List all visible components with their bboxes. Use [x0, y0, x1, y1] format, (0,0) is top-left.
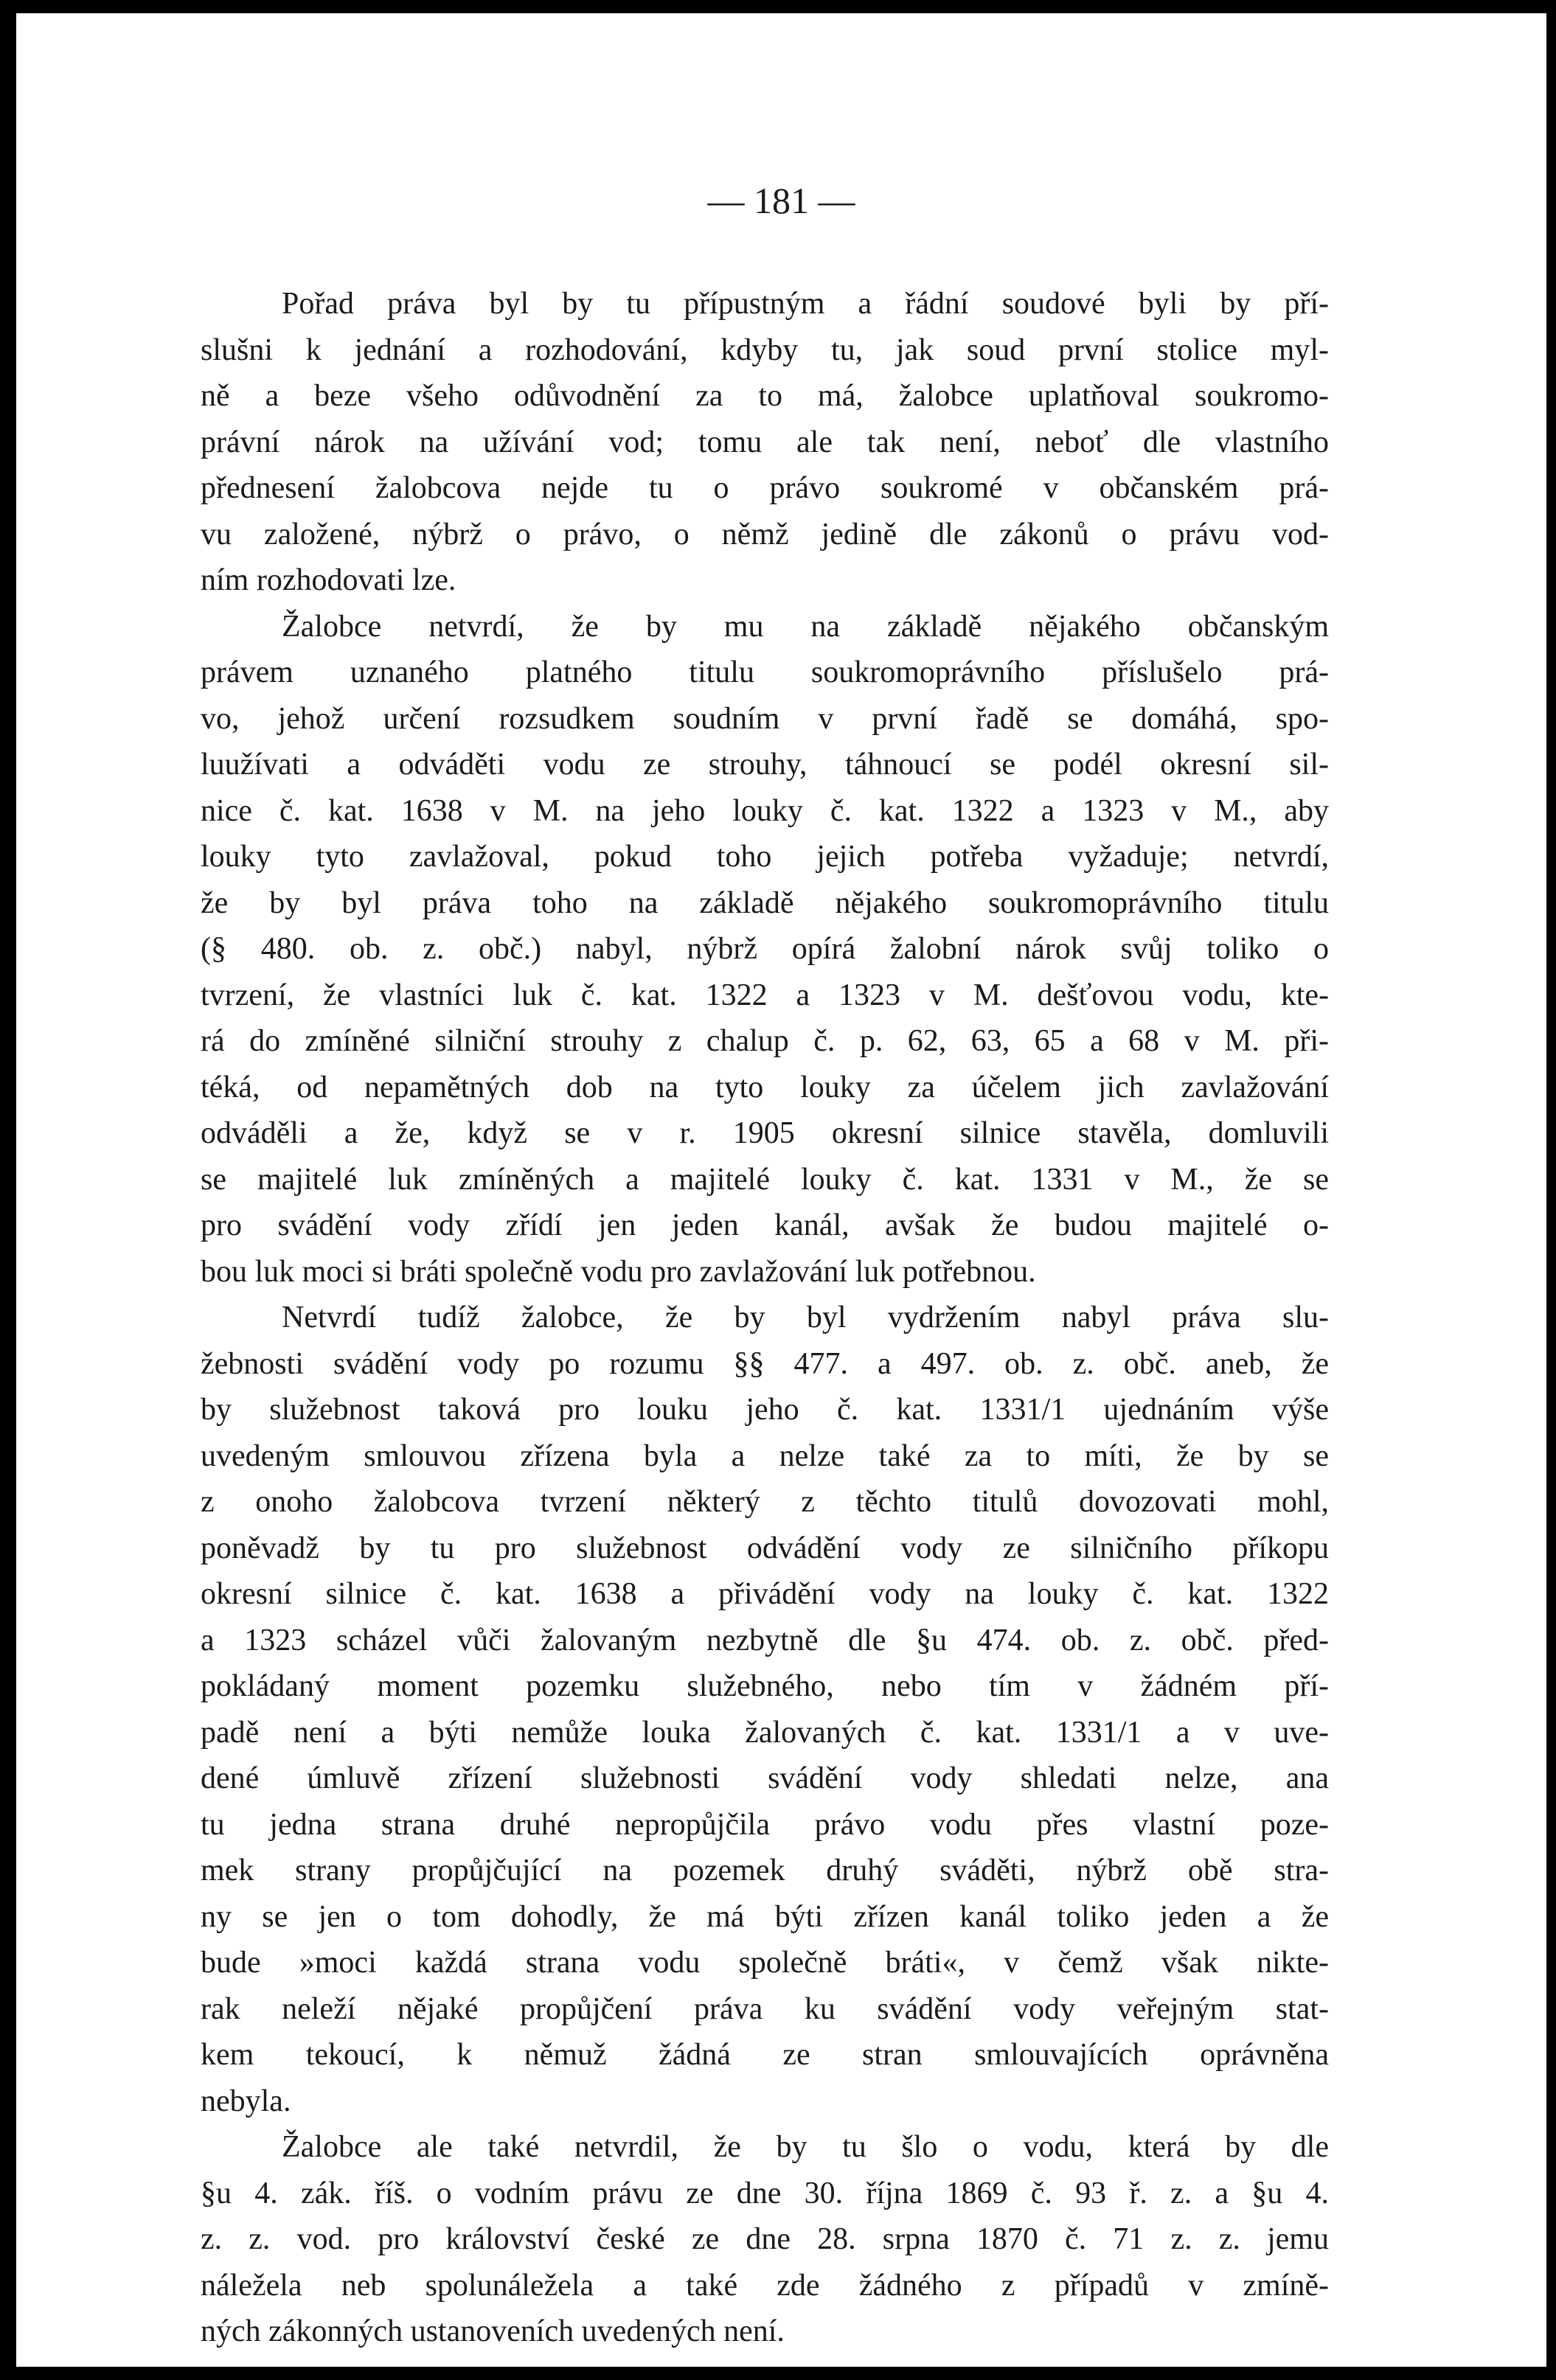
text-line: pokládaný moment pozemku služebného, nebo tím v žádném pří-: [201, 1669, 1329, 1703]
text-line: vo, jehož určení rozsudkem soudním v první řadě se domáhá, spo-: [201, 701, 1329, 736]
text-line: nice č. kat. 1638 v M. na jeho louky č. kat. 1322 a 1323 v M., aby: [201, 793, 1329, 828]
text-line: rak neleží nějaké propůjčení práva ku svádění vody veřejným stat-: [201, 1991, 1329, 2026]
text-line: kem tekoucí, k němuž žádná ze stran smlouvajících oprávněna: [201, 2038, 1329, 2072]
text-line: Žalobce ale také netvrdil, že by tu šlo o vodu, která by dle: [282, 2130, 1329, 2164]
text-line: uvedeným smlouvou zřízena byla a nelze také za to míti, že by se: [201, 1438, 1329, 1473]
text-line: Žalobce netvrdí, že by mu na základě nějakého občanským: [282, 609, 1329, 644]
text-line: ných zákonných ustanoveních uvedených není.: [201, 2314, 785, 2348]
text-line: z onoho žalobcova tvrzení některý z těchto titulů dovozovati mohl,: [201, 1485, 1329, 1519]
paragraph: [201, 2124, 1329, 2355]
text-line: vu založené, nýbrž o právo, o němž jedině dle zákonů o právu vod-: [201, 517, 1329, 551]
text-line: odváděli a že, když se v r. 1905 okresní silnice stavěla, domluvili: [201, 1116, 1329, 1150]
text-line: nebyla.: [201, 2084, 291, 2118]
text-line: poněvadž by tu pro služebnost odvádění vody ze silničního příkopu: [201, 1531, 1329, 1565]
page-number: — 181 —: [707, 180, 855, 221]
text-line: pro svádění vody zřídí jen jeden kanál, avšak že budou majitelé o-: [201, 1208, 1329, 1242]
text-line: bou luk moci si bráti společně vodu pro zavlažování luk potřebnou.: [201, 1254, 1036, 1289]
text-line: se majitelé luk zmíněných a majitelé louky č. kat. 1331 v M., že se: [201, 1162, 1329, 1197]
text-line: rá do zmíněné silniční strouhy z chalup č. p. 62, 63, 65 a 68 v M. při-: [201, 1024, 1329, 1058]
paragraph: [201, 604, 1329, 1295]
text-line: téká, od nepamětných dob na tyto louky za účelem jich zavlažování: [201, 1070, 1329, 1104]
text-line: bude »moci každá strana vodu společně bráti«, v čemž však nikte-: [201, 1946, 1329, 1980]
text-line: přednesení žalobcova nejde tu o právo soukromé v občanském prá-: [201, 471, 1329, 505]
text-line: (§ 480. ob. z. obč.) nabyl, nýbrž opírá žalobní nárok svůj toliko o: [201, 932, 1329, 966]
text-line: ny se jen o tom dohodly, že má býti zřízen kanál toliko jeden a že: [201, 1899, 1329, 1934]
text-line: ním rozhodovati lze.: [201, 563, 456, 597]
text-line: žebnosti svádění vody po rozumu §§ 477. a 497. ob. z. obč. aneb, že: [201, 1346, 1329, 1381]
text-line: padě není a býti nemůže louka žalovaných č. kat. 1331/1 a v uve-: [201, 1715, 1329, 1750]
text-line: slušni k jednání a rozhodování, kdyby tu, jak soud první stolice myl-: [201, 333, 1329, 367]
text-line: §u 4. zák. říš. o vodním právu ze dne 30. října 1869 č. 93 ř. z. a §u 4.: [201, 2176, 1329, 2210]
text-line: tu jedna strana druhé nepropůjčila právo vodu přes vlastní poze-: [201, 1807, 1329, 1842]
text-line: louky tyto zavlažoval, pokud toho jejich potřeba vyžaduje; netvrdí,: [201, 840, 1329, 874]
text-line: Netvrdí tudíž žalobce, že by byl vydržením nabyl práva slu-: [282, 1301, 1329, 1335]
text-line: ně a beze všeho odůvodnění za to má, žalobce uplatňoval soukromo-: [201, 379, 1329, 413]
text-line: okresní silnice č. kat. 1638 a přivádění vody na louky č. kat. 1322: [201, 1577, 1329, 1611]
text-line: že by byl práva toho na základě nějakého soukromoprávního titulu: [201, 885, 1329, 920]
text-line: by služebnost taková pro louku jeho č. kat. 1331/1 ujednáním výše: [201, 1393, 1329, 1427]
text-line: právem uznaného platného titulu soukromoprávního příslušelo prá-: [201, 655, 1329, 689]
text-line: náležela neb spolunáležela a také zde žádného z případů v zmíně-: [201, 2268, 1329, 2303]
text-line: Pořad práva byl by tu přípustným a řádní soudové byli by pří-: [282, 287, 1329, 321]
text-line: a 1323 scházel vůči žalovaným nezbytně dle §u 474. ob. z. obč. před-: [201, 1623, 1329, 1657]
text-line: dené úmluvě zřízení služebnosti svádění vody shledati nelze, ana: [201, 1761, 1329, 1795]
paragraph: [201, 281, 1329, 604]
text-line: tvrzení, že vlastníci luk č. kat. 1322 a 1323 v M. dešťovou vodu, kte-: [201, 978, 1329, 1012]
book-page: [16, 13, 1546, 2367]
text-line: mek strany propůjčující na pozemek druhý sváděti, nýbrž obě stra-: [201, 1854, 1329, 1887]
paragraph: [201, 1295, 1329, 2124]
body-text: [201, 281, 1329, 2355]
text-line: luužívati a odváděti vodu ze strouhy, táhnoucí se podél okresní sil-: [201, 748, 1329, 782]
text-line: z. z. vod. pro království české ze dne 28. srpna 1870 č. 71 z. z. jemu: [201, 2222, 1329, 2256]
text-line: právní nárok na užívání vod; tomu ale tak není, neboť dle vlastního: [201, 425, 1329, 459]
